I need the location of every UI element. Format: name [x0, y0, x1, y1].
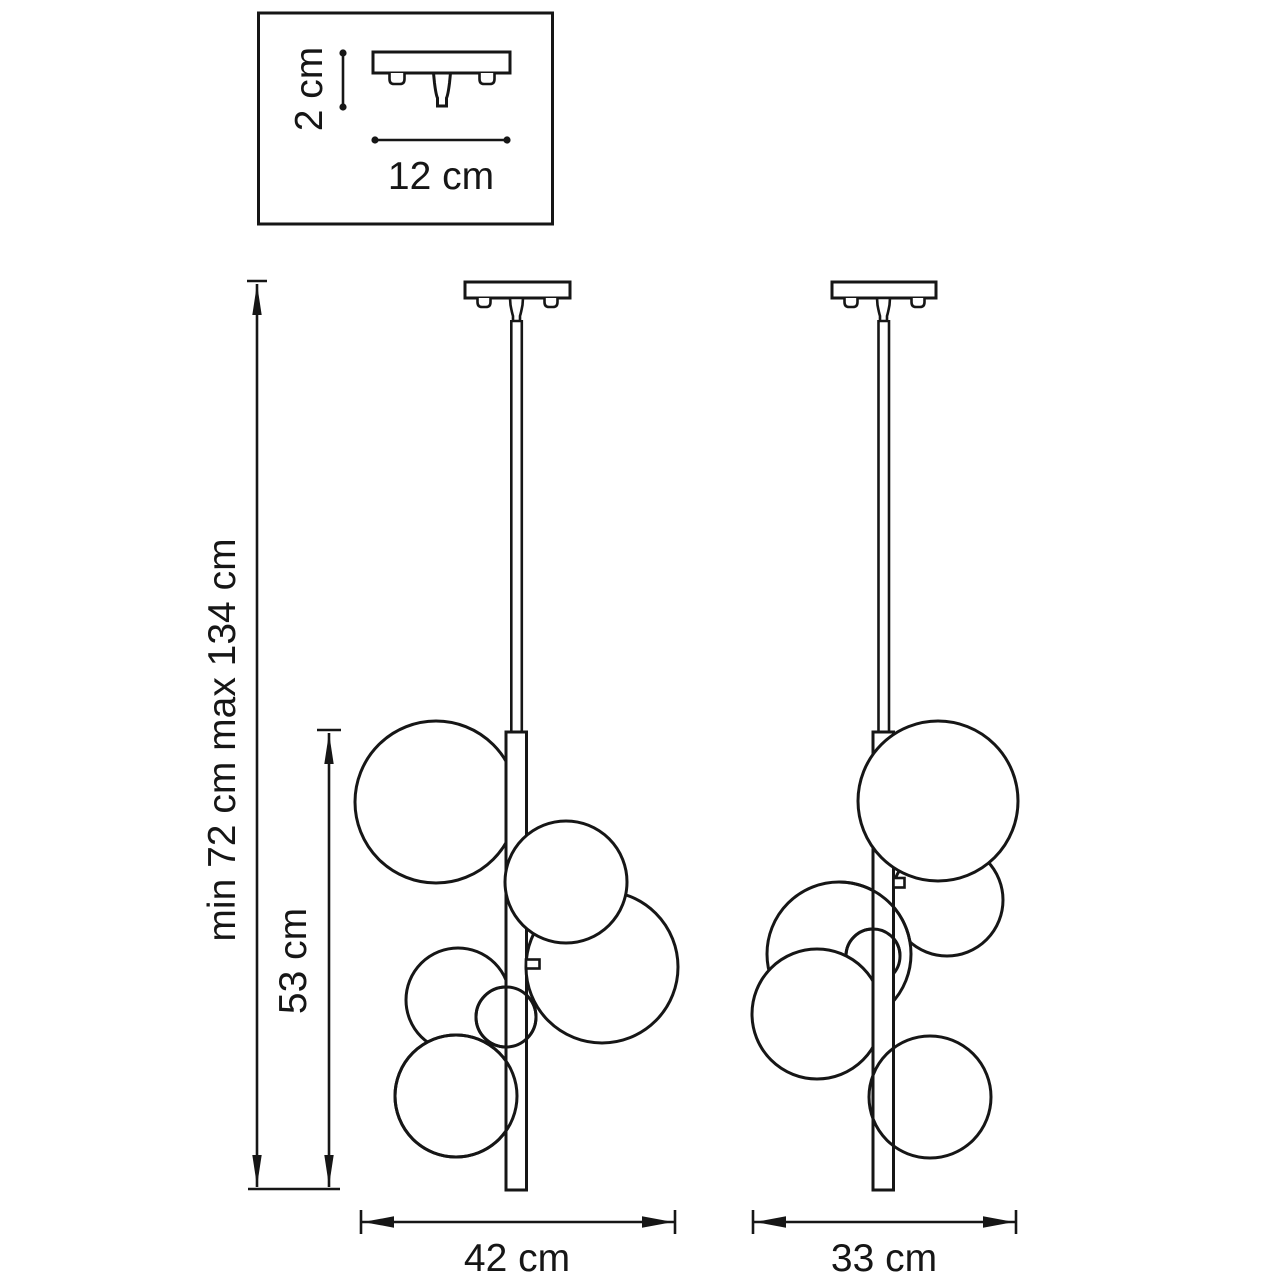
arrow-down-icon — [324, 1155, 333, 1186]
body-height-dimension — [272, 730, 341, 1187]
arrow-right-icon — [983, 1216, 1014, 1227]
inset-height-dimension — [288, 47, 347, 132]
inset-canopy-screw-right — [480, 73, 495, 84]
arrow-up-icon — [252, 284, 261, 315]
suspension-height-label: min 72 cm max 134 cm — [201, 538, 244, 942]
socket-peg — [526, 960, 540, 969]
side-width-label: 33 cm — [830, 1237, 938, 1280]
canopy-screw-right — [545, 298, 558, 307]
dimension-end-dot — [371, 136, 378, 143]
inset-canopy-screw-left — [390, 73, 405, 84]
dimension-end-dot — [503, 136, 510, 143]
suspension-height-dimension — [201, 281, 340, 1189]
arrow-left-icon — [755, 1216, 786, 1227]
canopy-screw-left — [845, 298, 858, 307]
socket-peg — [894, 878, 905, 888]
inset-height-label: 2 cm — [288, 46, 331, 132]
arrow-up-icon — [324, 733, 333, 764]
canopy-screw-right — [912, 298, 925, 307]
canopy-plate — [832, 282, 936, 298]
front-width-label: 42 cm — [463, 1237, 571, 1280]
inset-canopy-connector — [434, 73, 451, 106]
inset-width-label: 12 cm — [387, 155, 495, 198]
side-width-dimension — [753, 1210, 1016, 1280]
front-view — [355, 282, 678, 1190]
canopy-connector — [510, 298, 523, 321]
arrow-down-icon — [252, 1155, 261, 1186]
canopy-connector — [877, 298, 890, 321]
front-width-dimension — [361, 1210, 675, 1280]
arrow-right-icon — [642, 1216, 673, 1227]
inset-width-dimension — [371, 136, 510, 198]
globe-2 — [505, 821, 627, 943]
side-view — [752, 282, 1018, 1190]
globe-1 — [355, 721, 517, 883]
inset-canopy-detail — [259, 13, 553, 224]
inset-canopy-plate — [373, 52, 510, 73]
globe-4 — [752, 949, 882, 1079]
canopy-screw-left — [478, 298, 491, 307]
dimension-end-dot — [339, 103, 346, 110]
body-rod — [506, 732, 527, 1190]
arrow-left-icon — [363, 1216, 394, 1227]
canopy-plate — [465, 282, 570, 298]
globe-1 — [858, 721, 1018, 881]
body-height-label: 53 cm — [272, 907, 315, 1015]
dimension-end-dot — [339, 49, 346, 56]
